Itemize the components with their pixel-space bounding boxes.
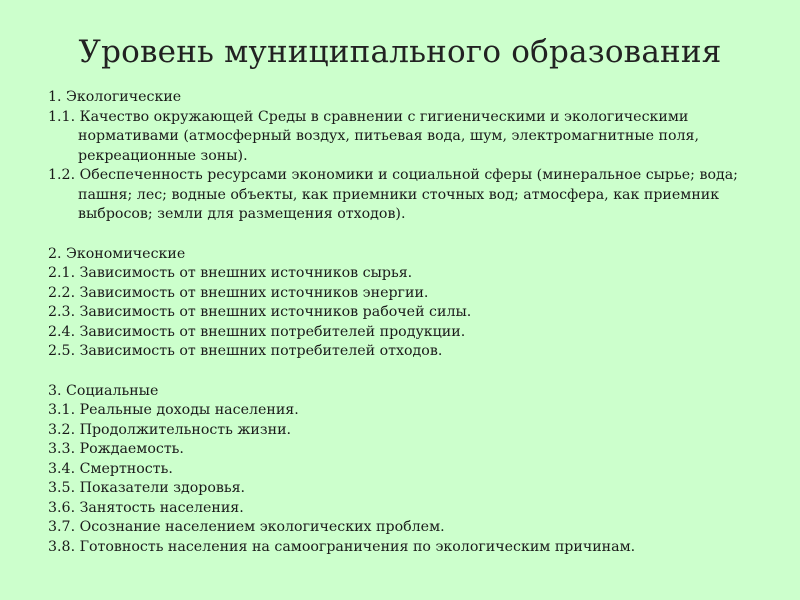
list-item: 3.5. Показатели здоровья. (48, 480, 246, 496)
list-item: 1.2. Обеспеченность ресурсами экономики и социальной сферы (минеральное сырье; вода; пашня; лес; водные объекты, как приемники сточных вод; атмосфера, как приемник выбросов; земли для размещения отходов). (48, 167, 738, 222)
list-item: 3.1. Реальные доходы населения. (48, 402, 299, 418)
section-heading: 1. Экологические (48, 89, 182, 105)
slide-content (48, 88, 748, 557)
section-economic (48, 245, 748, 362)
section-social (48, 382, 748, 558)
list-item: 3.3. Рождаемость. (48, 441, 184, 457)
slide-title: Уровень муниципального образования (78, 34, 722, 70)
list-item: 2.2. Зависимость от внешних источников энергии. (48, 284, 429, 301)
list-item: 1.1. Качество окружающей Среды в сравнении с гигиеническими и экологическими нормативами (атмосферный воздух, питьевая вода, шум, электромагнитные поля, рекреационные зоны). (48, 108, 699, 164)
list-item: 3.4. Смертность. (48, 460, 173, 477)
list-item: 3.2. Продолжительность жизни. (48, 421, 292, 438)
list-item: 3.8. Готовность населения на самоограничения по экологическим причинам. (48, 538, 636, 555)
spacer (48, 225, 748, 245)
section-heading: 3. Социальные (48, 382, 159, 399)
list-item: 3.6. Занятость населения. (48, 499, 244, 516)
section-heading: 2. Экономические (48, 245, 186, 262)
section-ecological (48, 88, 748, 225)
list-item: 2.1. Зависимость от внешних источников сырья. (48, 265, 413, 281)
list-item: 2.5. Зависимость от внешних потребителей отходов. (48, 343, 443, 359)
list-item: 2.3. Зависимость от внешних источников рабочей силы. (48, 304, 472, 320)
spacer (48, 362, 748, 382)
list-item: 2.4. Зависимость от внешних потребителей продукции. (48, 323, 466, 340)
list-item: 3.7. Осознание населением экологических проблем. (48, 519, 445, 535)
